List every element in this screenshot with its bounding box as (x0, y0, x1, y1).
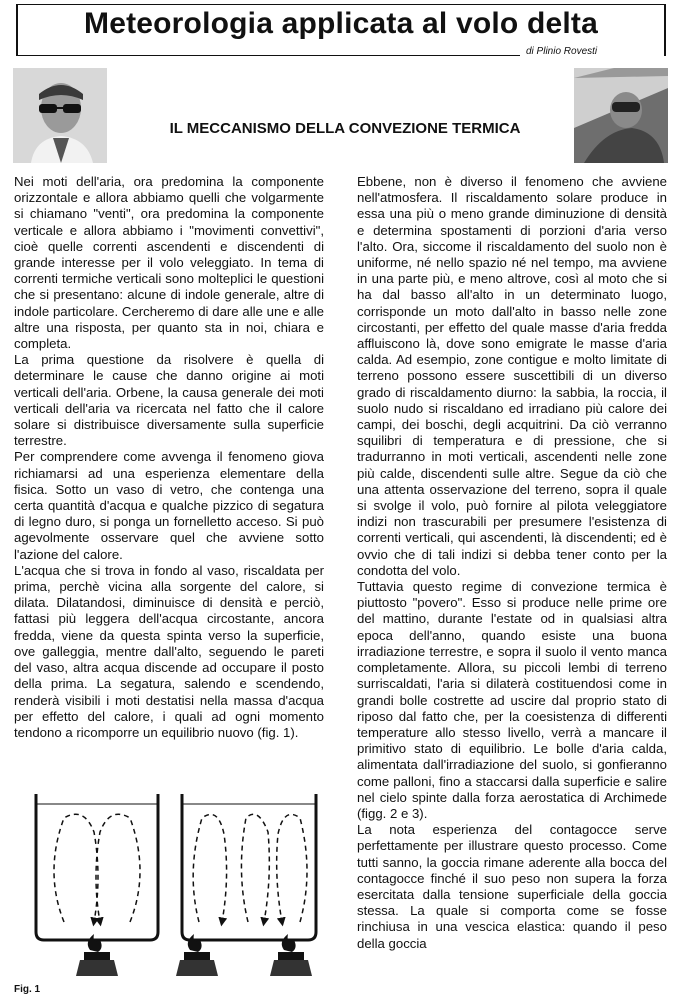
paragraph: L'acqua che si trova in fondo al vaso, riscaldata per prima, perchè vicina alla sorgente del calore, si dilata. Dilatandosi, diminuisce di densità e perciò, fattasi più leggera dell'acqua circostante, ancora fredda, viene da questa spinta verso la superficie, ove galleggia, mentre dall'alto, seguendo le pareti del vaso, altra acqua discende ad occupare il posto della prima. La segatura, salendo e scendendo, renderà visibili i moti destatisi nella massa d'acqua per effetto del calore, i quali ad ogni momento tendono a ricomporre un equilibrio nuovo (fig. 1). (14, 562, 324, 740)
pilot-cockpit-photo (574, 68, 668, 163)
left-column (14, 174, 324, 741)
title-underline (16, 55, 520, 56)
paragraph: Ebbene, non è diverso il fenomeno che avviene nell'atmosfera. Il riscaldamento solare produce in essa una più o meno grande diminuzione di densità e determina spostamenti di porzioni d'aria verso l'alto. Ora, siccome il riscaldamento del suolo non è uniforme, né nello spazio né nel tempo, ma avviene in una parte più, e meno altrove, così al moto che si ha dal basso all'alto in un determinato luogo, corrisponde un moto dall'alto in basso nelle zone circostanti, per effetto del quale masse d'aria fredda affluiscono là, dove sono emigrate le masse d'aria calda. Ad esempio, zone contigue e molto limitate di terreno possono essere suscettibili di un diverso grado di riscaldamento diurno: la sabbia, la roccia, il suolo nudo si riscaldano ed irradiano più calore dei campi, dei boschi, degli acquitrini. Da ciò verranno squilibri di temperatura e di pressione, che si tradurranno in moti verticali, ascendenti nelle zone più calde, discendenti sulle altre. Segue da ciò che una attenta osservazione del terreno, sopra il quale si svolge il volo, può fornire al pilota veleggiatore indizi non trascurabili per presumere l'esistenza di correnti verticali, qui ascendenti, là discendenti; ed è ovvio che di tali indizi si debba tener conto per la condotta del volo. (357, 174, 667, 578)
paragraph: Tuttavia questo regime di convezione termica è piuttosto "povero". Esso si produce nelle prime ore del mattino, durante l'estate od in qualsiasi altra epoca dell'anno, quando esiste una buona irradiazione terrestre, e sopra il suolo il vento manca completamente. Allora, su piccoli lembi di terreno surriscaldati, l'aria si dilaterà costituendosi come in grandi bolle costrette ad uscire dal proprio stato di riposo dal fatto che, per la coesistenza di differenti temperature allo stesso livello, verrà a mancare il primitivo stato di equilibrio. Le bolle d'aria calda, alimentata dall'irradiazione del suolo, si gonfieranno come palloni, fino a staccarsi dalla superficie e salire nel cielo spinte dalla forza aerostatica di Archimede (figg. 2 e 3). (357, 579, 667, 821)
paragraph: La nota esperienza del contagocce serve perfettamente per illustrare questo processo. Come tutti sanno, la goccia rimane aderente alla bocca del contagocce finché il suo peso non supera la forza esercitata dalla tensione superficiale della goccia stessa. La quale si comporta come se fosse rinchiusa in una vescica elastica: quando il peso della goccia (357, 822, 667, 951)
page-title: Meteorologia applicata al volo delta (84, 7, 598, 40)
article-subtitle: IL MECCANISMO DELLA CONVEZIONE TERMICA (169, 120, 521, 137)
convection-vessels-illustration (14, 782, 330, 978)
paragraph: La prima questione da risolvere è quella di determinare le cause che danno origine ai moti verticali dell'aria. Orbene, la causa generale dei moti verticali dell'aria va ricercata nel fatto che il calore solare si distribuisce diversamente sulla superficie terrestre. (14, 352, 324, 449)
figure-label: Fig. 1 (14, 984, 41, 995)
author-byline: di Plinio Rovesti (526, 46, 598, 57)
paragraph: Per comprendere come avvenga il fenomeno giova richiamarsi ad una esperienza elementare della fisica. Sotto un vaso di vetro, che contenga una certa quantità d'acqua e qualche pizzico di segatura di legno duro, si ponga un fornelletto acceso. Si può agevolmente osservare quel che avviene sotto l'azione del calore. (14, 449, 324, 562)
right-column (357, 174, 667, 952)
author-portrait-photo (13, 68, 107, 163)
paragraph: Nei moti dell'aria, ora predomina la componente orizzontale e allora abbiamo quelli che volgarmente si chiamano "venti", ora predomina la componente verticale e allora abbiamo i "movimenti convettivi", cioè quelle correnti ascendenti e discendenti di grande interesse per il volo veleggiato. In tema di correnti termiche verticali sono molteplici le questioni che si presentano: alcune di indole generale, altre di indole particolare. Cercheremo di dare alle une e alle altre una risposta, per quanto sta in noi, chiara e completa. (14, 174, 324, 352)
